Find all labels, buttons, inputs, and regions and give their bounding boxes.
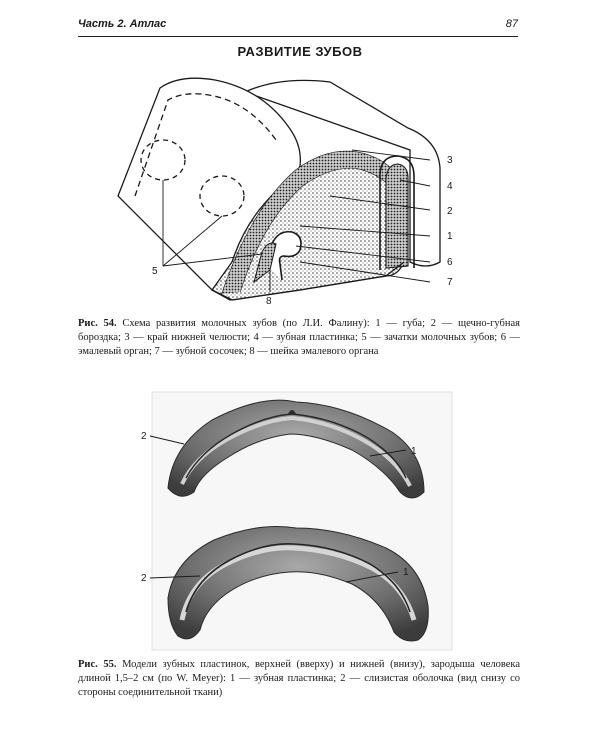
callout-6: 6 [447,257,453,268]
figure-54-diagram [118,78,440,300]
callout-7: 7 [447,277,453,288]
callout-upper-2: 2 [141,431,147,442]
figure-54-caption [78,317,520,359]
figure-54-caption-lead: Рис. 54. [78,318,117,329]
callout-upper-1: 1 [411,446,417,457]
page-number: 87 [505,18,518,30]
callout-5: 5 [152,266,158,277]
callout-3: 3 [447,155,453,166]
figure-55-caption [78,658,520,700]
callout-8: 8 [266,296,272,307]
callout-lower-2: 2 [141,573,147,584]
callout-lower-1: 1 [403,567,409,578]
callout-1: 1 [447,231,453,242]
figure-55-caption-text: Модели зубных пластинок, верхней (вверху) и нижней (внизу), зародыша человека длиной 1,5–2 см (по W. Meyer): 1 — зубная пластинка; 2 — слизистая оболочка (вид снизу со стороны соединительной ткани) [78,659,521,698]
callout-2: 2 [447,206,453,217]
dental-lamina-right [386,164,408,268]
chapter-title: Часть 2. Атлас [78,18,167,30]
figure-55-caption-lead: Рис. 55. [78,659,117,670]
figure-54-caption-text: Схема развития молочных зубов (по Л.И. Фалину): 1 — губа; 2 — щечно-губная бороздка; 3 — край нижней челюсти; 4 — зубная пластинка; 5 — зачатки молочных зубов; 6 — эмалевый орган; 7 — зубной сосочек; 8 — шейка эмалевого органа [78,318,520,357]
section-title: РАЗВИТИЕ ЗУБОВ [237,44,363,59]
callout-4: 4 [447,181,453,192]
